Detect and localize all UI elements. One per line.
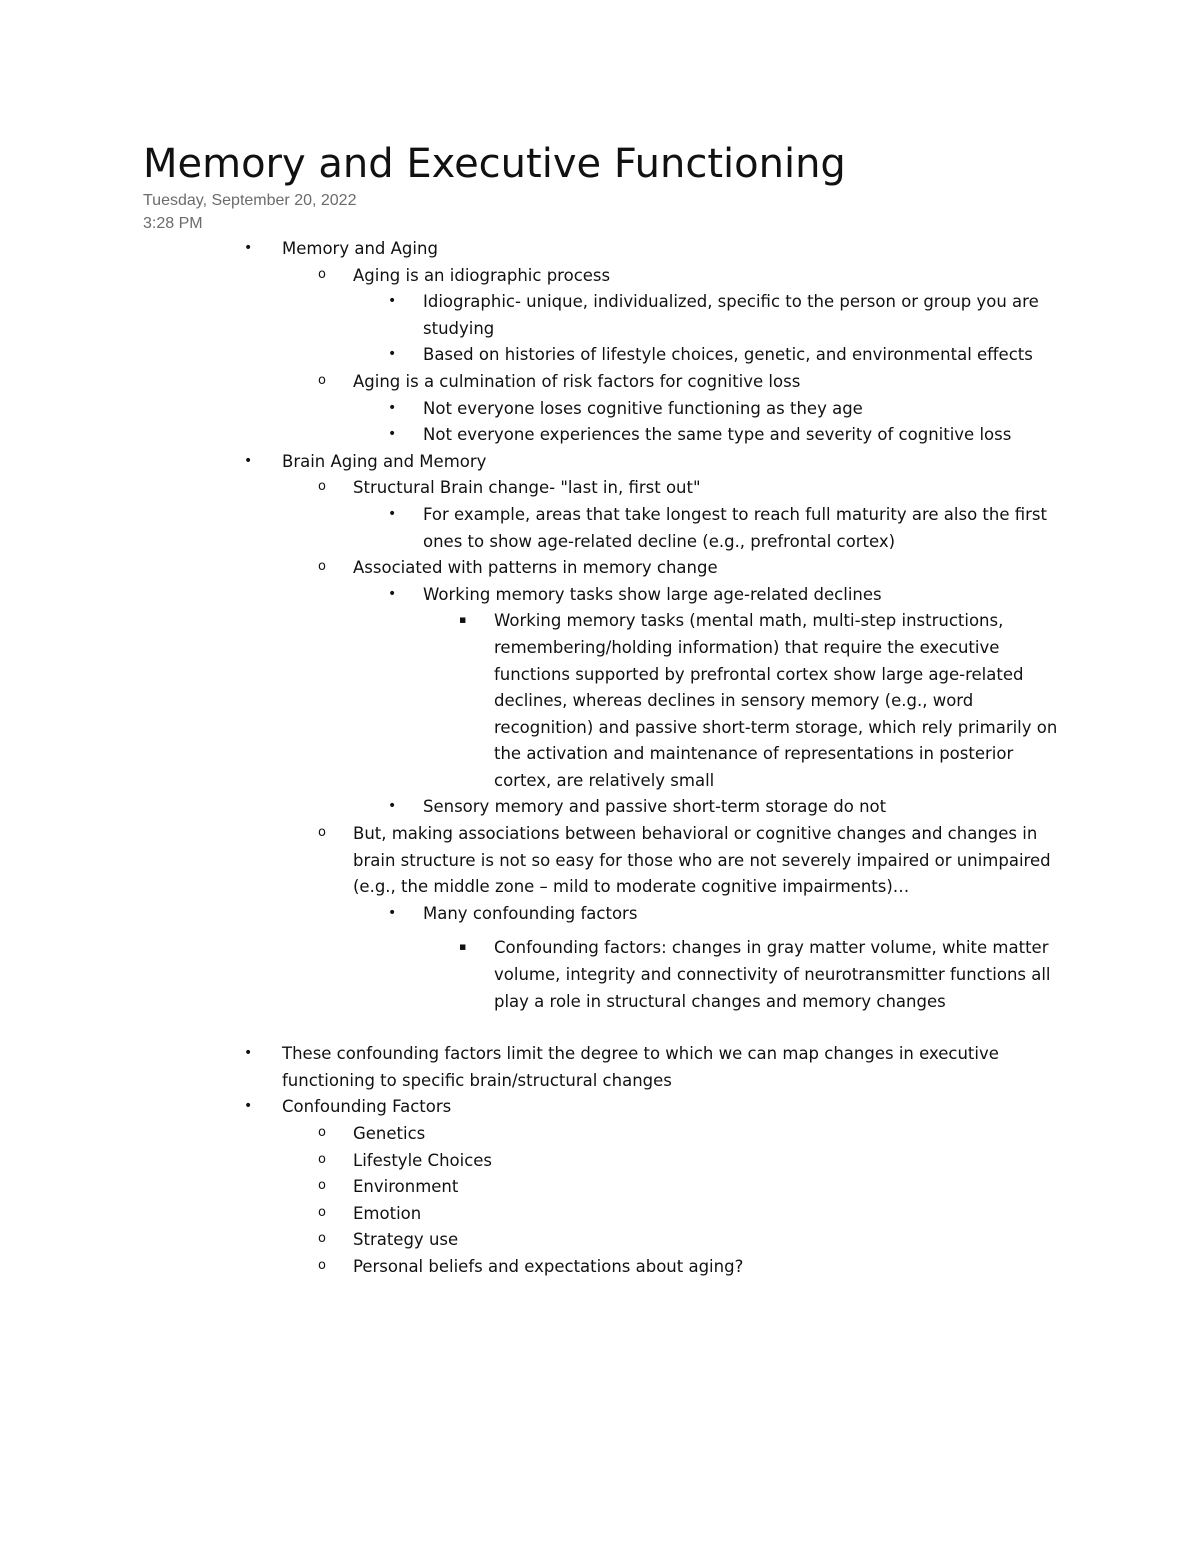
bullet-icon: • [388, 798, 397, 815]
list-item-level-4 [0, 935, 1074, 1015]
bullet-icon: o [318, 1231, 326, 1247]
bullet-icon: o [318, 266, 326, 282]
bullet-icon: • [244, 1098, 253, 1115]
bullet-icon: o [318, 1125, 326, 1140]
bullet-icon: o [318, 1151, 326, 1167]
note-date: Tuesday, September 20, 2022 [143, 192, 357, 209]
spacer [0, 1015, 1200, 1041]
list-item-level-2 [0, 1174, 1063, 1201]
list-item-level-1 [0, 1041, 1072, 1094]
list-item-level-2 [0, 555, 1063, 582]
bullet-icon: o [318, 1178, 326, 1194]
bullet-icon: o [318, 825, 326, 841]
list-item-level-1 [0, 1094, 1072, 1121]
bullet-icon: • [388, 904, 397, 921]
list-item-text: Working memory tasks (mental math, multi-step instructions, remembering/holding information) that require the executive functions supported by prefrontal cortex show large age-related declines, whereas declines in sensory memory (e.g., word recognition) and passive short-term storage, which rely primarily on the activation and maintenance of representations in posterior cortex, are relatively small [494, 611, 1058, 790]
list-item-level-3 [0, 422, 1053, 449]
bullet-icon: • [388, 293, 397, 310]
list-item-text: These confounding factors limit the degree to which we can map changes in executive functioning to specific brain/structural changes [282, 1044, 999, 1090]
bullet-icon: • [244, 1045, 253, 1062]
list-item-text: Emotion [353, 1203, 422, 1223]
list-item-level-2 [0, 369, 1063, 396]
list-item-level-2 [0, 1254, 1063, 1281]
bullet-icon: • [388, 399, 397, 416]
bullet-icon: • [388, 426, 397, 443]
list-item-level-2 [0, 475, 1063, 502]
list-item-text: Many confounding factors [423, 903, 638, 923]
list-item-text: Genetics [353, 1124, 426, 1143]
page-title: Memory and Executive Functioning [143, 141, 846, 187]
list-item-text: Based on histories of lifestyle choices, genetic, and environmental effects [423, 345, 1033, 365]
list-item-text: Sensory memory and passive short-term storage do not [423, 797, 887, 817]
list-item-text: Not everyone loses cognitive functioning as they age [423, 398, 863, 418]
list-item-level-2 [0, 1148, 1063, 1175]
list-item-text: Structural Brain change- "last in, first out" [353, 478, 701, 498]
bullet-icon: • [244, 240, 253, 256]
list-item-level-1 [0, 449, 1072, 476]
list-item-text: But, making associations between behavioral or cognitive changes and changes in brain structure is not so easy for those who are not severely impaired or unimpaired (e.g., the middle zone – mild to moderate cognitive impairments)… [353, 824, 1051, 897]
bullet-icon: • [388, 346, 397, 363]
list-item-text: Confounding Factors [282, 1097, 452, 1117]
list-item-text: Idiographic- unique, individualized, specific to the person or group you are studying [423, 292, 1039, 338]
list-item-level-2 [0, 821, 1063, 901]
spacer [0, 927, 1200, 935]
bullet-icon: ▪ [459, 940, 467, 954]
list-item-text: For example, areas that take longest to reach full maturity are also the first ones to show age-related decline (e.g., prefrontal cortex) [423, 504, 1047, 551]
list-item-text: Lifestyle Choices [353, 1150, 493, 1170]
list-item-text: Brain Aging and Memory [282, 451, 487, 471]
bullet-icon: o [318, 1257, 326, 1273]
bullet-icon: o [318, 559, 326, 575]
list-item-level-2 [0, 1121, 1063, 1148]
list-item-level-3 [0, 502, 1053, 555]
note-time: 3:28 PM [143, 215, 203, 232]
list-item-level-2 [0, 263, 1063, 290]
list-item-text: Memory and Aging [282, 239, 438, 258]
list-item-text: Strategy use [353, 1230, 459, 1250]
list-item-level-2 [0, 1227, 1063, 1254]
list-item-text: Aging is an idiographic process [353, 265, 611, 285]
list-item-text: Working memory tasks show large age-related declines [423, 584, 882, 604]
bullet-icon: • [388, 505, 397, 522]
bullet-icon: • [244, 452, 253, 469]
bullet-icon: o [318, 372, 326, 388]
list-item-level-3 [0, 342, 1053, 369]
list-item-text: Environment [353, 1177, 459, 1197]
bullet-icon: o [318, 479, 326, 495]
bullet-icon: ▪ [459, 613, 467, 627]
list-item-level-3 [0, 794, 1053, 821]
list-item-text: Not everyone experiences the same type and severity of cognitive loss [423, 425, 1012, 445]
list-item-text: Associated with patterns in memory change [353, 558, 718, 578]
list-item-text: Aging is a culmination of risk factors for cognitive loss [353, 371, 801, 391]
list-item-text: Personal beliefs and expectations about aging? [353, 1256, 744, 1276]
bullet-outline [0, 236, 1200, 1281]
list-item-level-3 [0, 396, 1053, 423]
list-item-level-3 [0, 901, 1053, 928]
list-item-text: Confounding factors: changes in gray matter volume, white matter volume, integrity and connectivity of neurotransmitter functions all play a role in structural changes and memory changes [494, 938, 1051, 1011]
bullet-icon: o [318, 1204, 326, 1220]
list-item-level-4 [0, 608, 1074, 794]
list-item-level-1 [0, 236, 1072, 263]
list-item-level-2 [0, 1201, 1063, 1228]
list-item-level-3 [0, 289, 1053, 342]
bullet-icon: • [388, 585, 397, 602]
list-item-level-3 [0, 582, 1053, 609]
